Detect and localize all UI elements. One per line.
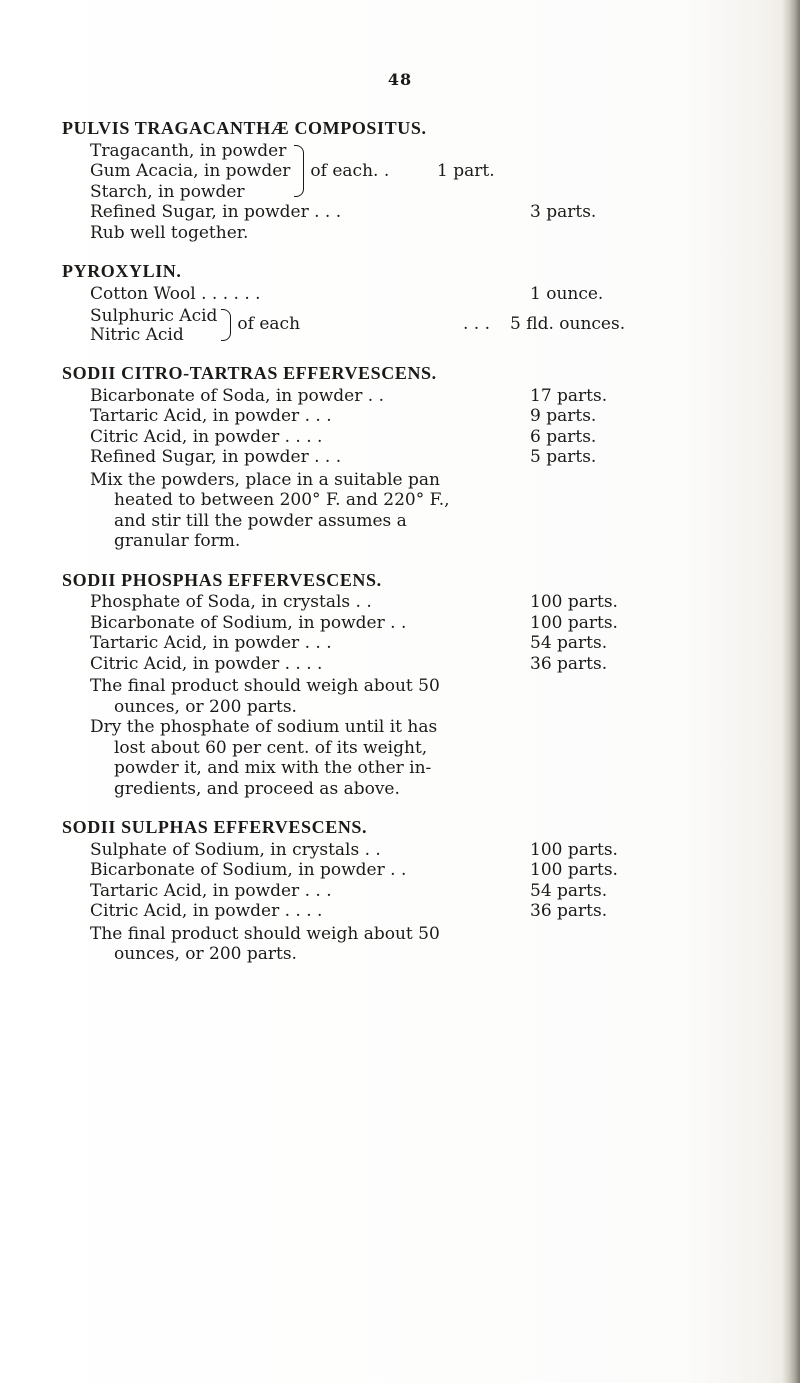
ingredient-name: Citric Acid, in powder (90, 901, 280, 921)
leader-dots: . . . (308, 447, 342, 467)
leader-dots: . . (362, 385, 384, 406)
ingredient-quantity: 6 parts. (530, 426, 597, 447)
ingredient-row (90, 592, 762, 613)
section-sodii-phosphas (62, 570, 762, 800)
instruction-text: lost about 60 per cent. of its weight, (114, 737, 428, 758)
ingredient-row (90, 633, 762, 654)
page-number: 48 (387, 70, 413, 89)
instruction-text: The final product should weigh about 50 (90, 676, 440, 696)
instruction-text: granular form. (114, 531, 241, 551)
brace (221, 309, 231, 341)
ingredient-row (90, 386, 762, 407)
leader-dots: . . (359, 839, 381, 860)
ingredient-quantity: 54 parts. (530, 880, 608, 901)
ingredient-row (90, 901, 762, 922)
leader-dots: . . (350, 592, 372, 612)
ingredient-name: Tartaric Acid, in powder (90, 406, 300, 426)
instruction-text: Dry the phosphate of sodium until it has (90, 717, 438, 737)
section-title: SODII PHOSPHAS EFFERVESCENS. (62, 569, 382, 590)
ingredient-name: Cotton Wool (90, 283, 196, 304)
ingredient-name: Tragacanth, in powder (90, 140, 287, 161)
ingredient-name: Sulphate of Sodium, in crystals (90, 839, 360, 860)
ingredient-quantity: 36 parts. (530, 653, 608, 674)
section-sodii-sulphas (62, 817, 762, 965)
brace (294, 145, 304, 197)
instruction-text: Mix the powders, place in a suitable pan (90, 469, 440, 490)
section-pulvis-tragacanthae (62, 118, 762, 243)
ingredient-group: Sulphuric Acid Nitric Acid of each . . . 5 fld. ounces. (90, 305, 626, 345)
section-title: PYROXYLIN. (62, 261, 182, 281)
ingredient-row (90, 284, 762, 305)
instruction-text: ounces, or 200 parts. (114, 944, 297, 964)
ingredient-quantity: 100 parts. (530, 612, 618, 633)
ingredient-quantity: 3 parts. (530, 202, 597, 222)
ingredient-quantity: 17 parts. (530, 385, 608, 406)
instruction-text: The final product should weigh about 50 (90, 923, 440, 944)
leader-dots: . . . . (279, 901, 323, 921)
section-title: SODII CITRO-TARTRAS EFFERVESCENS. (62, 363, 437, 383)
group-label: of each (237, 314, 301, 335)
ingredient-name: Citric Acid, in powder (90, 426, 280, 447)
ingredient-quantity: 100 parts. (530, 592, 618, 612)
leader-dots: . . . . (279, 653, 323, 674)
ingredient-row (90, 427, 762, 448)
ingredient-quantity: 1 ounce. (530, 283, 604, 304)
ingredient-row (90, 881, 762, 902)
ingredient-row (90, 654, 762, 675)
section-sodii-citro-tartras (62, 363, 762, 552)
leader-dots: . . (384, 860, 407, 880)
ingredient-name: Tartaric Acid, in powder (90, 633, 300, 653)
ingredient-name: Sulphuric Acid (90, 305, 218, 326)
ingredient-row (90, 406, 762, 427)
leader-dots: . . . . . . (195, 283, 261, 304)
leader-dots: . . . (299, 633, 332, 653)
ingredient-name: Citric Acid, in powder (90, 653, 280, 674)
leader-dots: . . (384, 612, 407, 633)
ingredient-name: Starch, in powder (90, 181, 245, 202)
ingredient-name: Refined Sugar, in powder (90, 202, 309, 222)
ingredient-row (90, 613, 762, 634)
ingredient-quantity: 100 parts. (530, 860, 618, 880)
ingredient-quantity: 36 parts. (530, 901, 608, 921)
ingredient-quantity: 54 parts. (530, 633, 608, 653)
page-edge-shadow (782, 0, 800, 1383)
instruction-text: gredients, and proceed as above. (114, 778, 400, 799)
ingredient-name: Bicarbonate of Sodium, in powder (90, 860, 385, 880)
ingredient-name: Refined Sugar, in powder (90, 447, 309, 467)
ingredient-name: Phosphate of Soda, in crystals (90, 592, 351, 612)
ingredient-name: Gum Acacia, in powder (90, 161, 291, 181)
ingredient-quantity: 5 parts. (530, 447, 597, 467)
ingredient-quantity: 9 parts. (530, 406, 597, 426)
ingredient-row (90, 447, 762, 468)
ingredient-group: Tragacanth, in powder Gum Acacia, in powder Starch, in powder of each . . 1 part. (90, 140, 495, 202)
instruction-text: Rub well together. (90, 222, 249, 243)
ingredient-quantity: 5 fld. ounces. (510, 314, 626, 335)
ingredient-name: Tartaric Acid, in powder (90, 880, 300, 901)
ingredient-row (90, 860, 762, 881)
leader-dots: . . . (308, 202, 342, 222)
leader-dots: . . . . (279, 426, 323, 447)
instruction-text: and stir till the powder assumes a (114, 510, 407, 531)
section-title: PULVIS TRAGACANTHÆ COMPOSITUS. (62, 118, 427, 138)
ingredient-name: Bicarbonate of Soda, in powder (90, 385, 363, 406)
ingredient-row (90, 202, 762, 223)
instruction-text: ounces, or 200 parts. (114, 696, 297, 717)
ingredient-name: Nitric Acid (90, 324, 184, 345)
ingredient-name: Bicarbonate of Sodium, in powder (90, 612, 385, 633)
ingredient-quantity: 100 parts. (530, 839, 618, 860)
ingredient-row (90, 840, 762, 861)
group-label: of each (310, 161, 374, 181)
instruction-text: powder it, and mix with the other in- (114, 758, 432, 778)
section-pyroxylin (62, 261, 762, 345)
section-title: SODII SULPHAS EFFERVESCENS. (62, 817, 368, 837)
instruction-text: heated to between 200° F. and 220° F., (114, 490, 450, 510)
leader-dots: . . . (299, 880, 332, 901)
ingredient-quantity: 1 part. (437, 161, 495, 181)
page-content (62, 118, 762, 983)
leader-dots: . . . (299, 406, 332, 426)
